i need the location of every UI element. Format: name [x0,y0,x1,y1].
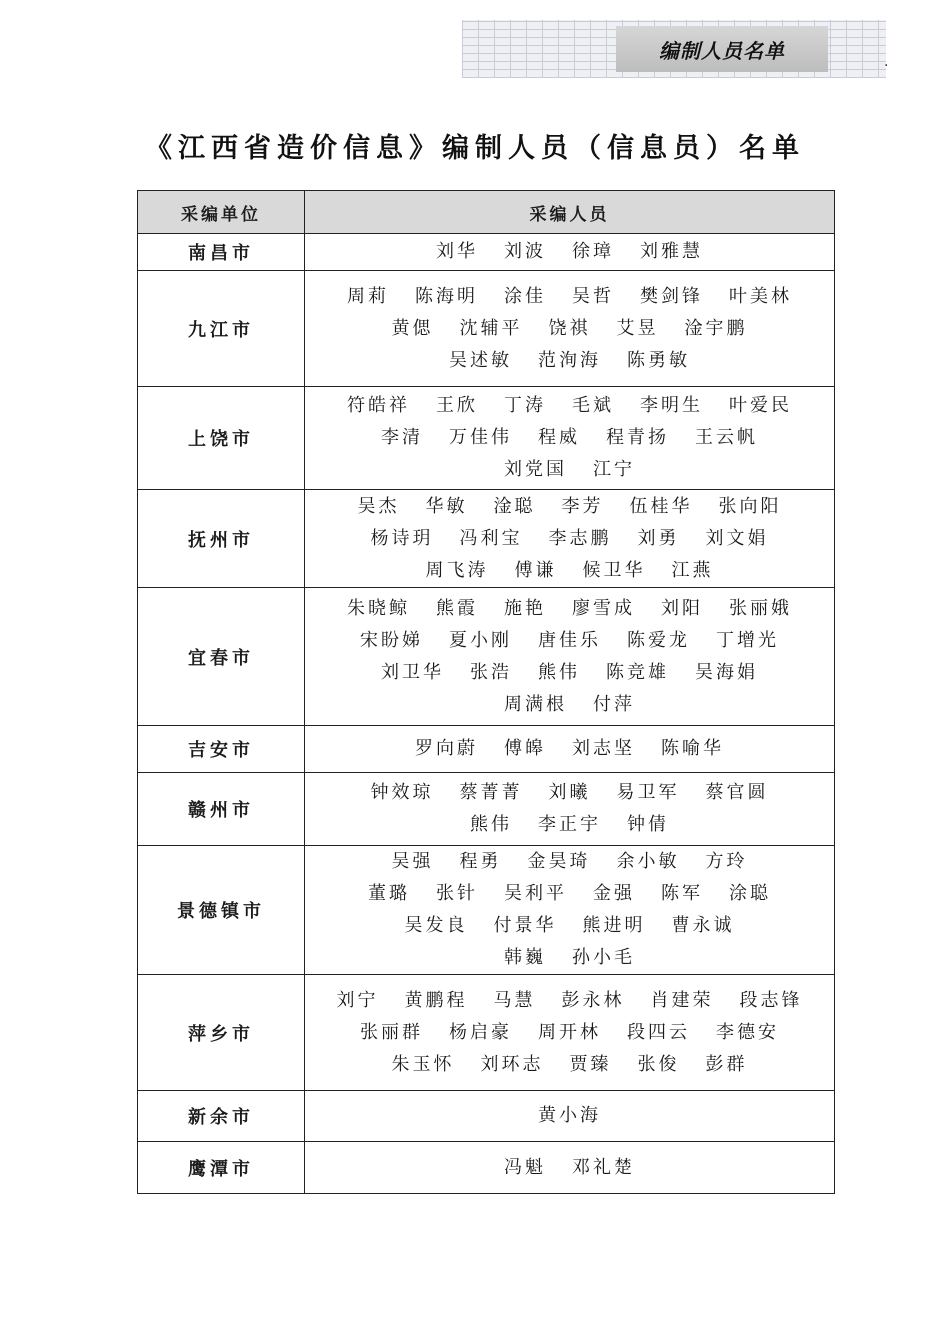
staff-name: 董璐 [368,883,410,904]
staff-line [305,942,834,974]
staff-name: 毛斌 [572,395,614,416]
staff-cell [305,846,835,975]
staff-name: 黄鹏程 [404,989,468,1011]
staff-line [305,1152,834,1184]
staff-name: 朱玉怀 [391,1053,455,1075]
staff-line [305,422,834,454]
staff-name: 钟效琼 [370,782,434,803]
staff-name: 叶爱民 [729,395,792,416]
staff-name: 李清 [381,427,423,448]
staff-name: 施艳 [504,597,546,619]
staff-name: 徐璋 [572,241,614,262]
staff-name: 王欣 [436,395,478,416]
staff-name: 程威 [538,427,580,448]
staff-name: 刘阳 [661,597,703,619]
staff-name: 吴利平 [504,883,567,904]
staff-name: 周飞涛 [425,559,489,581]
staff-name: 淦聪 [493,495,536,517]
staff-line [305,878,834,910]
staff-name: 刘卫华 [381,661,444,683]
staff-line [305,236,834,268]
staff-line [305,809,834,841]
staff-cell [305,234,835,271]
table-row [138,846,835,975]
staff-name: 余小敏 [616,851,680,872]
staff-name: 吴哲 [572,285,614,307]
staff-line [305,345,834,377]
staff-name: 陈海明 [415,285,478,307]
staff-cell [305,588,835,726]
staff-name: 段志锋 [739,989,803,1011]
staff-line [305,491,834,523]
staff-name: 刘波 [504,241,546,262]
unit-cell: 鹰潭市 [138,1142,305,1194]
staff-name: 艾昱 [616,317,659,339]
staff-name: 宋盼娣 [360,629,423,651]
staff-name: 陈勇敏 [627,349,690,371]
staff-name: 刘雅慧 [640,241,703,262]
staff-line [305,689,834,721]
staff-name: 黄偲 [391,317,434,339]
staff-name: 饶祺 [548,317,591,339]
staff-cell [305,1091,835,1142]
staff-name: 罗向蔚 [415,738,478,759]
header-dot: . [884,54,889,70]
staff-name: 唐佳乐 [538,629,601,651]
staff-name: 付景华 [493,915,557,936]
staff-name: 张浩 [470,661,512,683]
table-header-row [138,191,835,234]
staff-name: 马慧 [493,989,536,1011]
staff-name: 周莉 [347,285,389,307]
staff-name: 陈竞雄 [606,661,669,683]
staff-name: 丁涛 [504,395,546,416]
staff-line [305,910,834,942]
staff-name: 吴海娟 [695,661,758,683]
staff-name: 范洵海 [538,349,601,371]
staff-name: 彭群 [705,1053,748,1075]
staff-name: 张针 [436,883,478,904]
staff-name: 吴述敏 [449,349,512,371]
staff-name: 程勇 [459,851,502,872]
staff-line [305,313,834,345]
staff-cell [305,773,835,846]
staff-name: 周满根 [504,693,567,715]
staff-name: 叶美林 [729,285,792,307]
staff-name: 李志鹏 [548,527,612,549]
staff-name: 冯利宝 [459,527,523,549]
staff-name: 付萍 [593,693,635,715]
staff-name: 杨诗玥 [370,527,434,549]
table-row [138,588,835,726]
staff-name: 刘文娟 [705,527,769,549]
staff-cell [305,490,835,588]
staff-name: 刘华 [436,241,478,262]
staff-line [305,454,834,486]
staff-name: 涂佳 [504,285,546,307]
staff-line [305,625,834,657]
table-row [138,773,835,846]
staff-name: 候卫华 [582,559,646,581]
staff-name: 吴强 [391,851,434,872]
staff-name: 熊伟 [470,814,512,835]
staff-name: 傅皞 [504,738,546,759]
staff-name: 傅谦 [514,559,557,581]
staff-line [305,593,834,625]
table-row [138,271,835,387]
staff-cell [305,1142,835,1194]
staff-name: 吴杰 [357,495,400,517]
staff-name: 孙小毛 [572,947,635,968]
staff-line [305,555,834,587]
staff-name: 樊剑锋 [640,285,703,307]
staff-line [305,1100,834,1132]
staff-name: 夏小刚 [449,629,512,651]
staff-name: 金昊琦 [527,851,591,872]
staff-name: 伍桂华 [629,495,693,517]
staff-name: 李德安 [716,1021,779,1043]
header-tab-label: 编制人员名单 [659,38,785,63]
staff-name: 刘宁 [336,989,379,1011]
staff-name: 蔡官圆 [705,782,769,803]
staff-name: 陈爱龙 [627,629,690,651]
staff-cell [305,726,835,773]
staff-name: 曹永诚 [671,915,735,936]
table-row [138,726,835,773]
table-row [138,1091,835,1142]
staff-name: 熊进明 [582,915,646,936]
staff-name: 张丽群 [360,1021,423,1043]
unit-cell: 南昌市 [138,234,305,271]
table-body [138,234,835,1194]
staff-name: 李正宇 [538,814,601,835]
header-section-tab [616,26,828,72]
staff-name: 刘勇 [637,527,680,549]
table-row [138,387,835,490]
staff-name: 邓礼楚 [572,1156,635,1178]
staff-name: 李明生 [640,395,703,416]
staff-line [305,985,834,1017]
page-title: 《江西省造价信息》编制人员（信息员）名单 [145,133,805,164]
unit-cell: 景德镇市 [138,846,305,975]
table-row [138,234,835,271]
staff-name: 韩巍 [504,947,546,968]
staff-line [305,281,834,313]
staff-name: 段四云 [627,1021,690,1043]
staff-name: 刘党国 [504,459,567,480]
staff-name: 蔡菁菁 [459,782,523,803]
staff-name: 陈喻华 [661,738,724,759]
staff-cell [305,387,835,490]
staff-name: 朱晓鲸 [347,597,410,619]
unit-cell: 赣州市 [138,773,305,846]
staff-name: 黄小海 [538,1105,601,1126]
staff-line [305,523,834,555]
column-header-unit: 采编单位 [138,191,305,234]
staff-name: 丁增光 [716,629,779,651]
staff-name: 张俊 [637,1053,680,1075]
staff-name: 冯魁 [504,1156,546,1178]
staff-name: 钟倩 [627,814,669,835]
staff-name: 江燕 [671,559,714,581]
staff-line [305,1049,834,1081]
staff-name: 方玲 [705,851,748,872]
unit-cell: 宜春市 [138,588,305,726]
staff-name: 刘环志 [480,1053,544,1075]
table-row [138,490,835,588]
staff-cell [305,975,835,1091]
table-row [138,975,835,1091]
column-header-staff: 采编人员 [305,191,835,234]
staff-name: 贾臻 [569,1053,612,1075]
staff-line [305,777,834,809]
staff-name: 刘曦 [548,782,591,803]
staff-name: 肖建荣 [650,989,714,1011]
staff-name: 刘志坚 [572,738,635,759]
staff-line [305,733,834,765]
unit-cell: 上饶市 [138,387,305,490]
staff-name: 万佳伟 [449,427,512,448]
staff-name: 张丽娥 [729,597,792,619]
staff-line [305,846,834,878]
staff-name: 淦宇鹏 [684,317,748,339]
staff-roster-table [137,190,835,1194]
table-row [138,1142,835,1194]
unit-cell: 抚州市 [138,490,305,588]
staff-name: 吴发良 [404,915,468,936]
staff-name: 王云帆 [695,427,758,448]
staff-name: 熊伟 [538,661,580,683]
staff-name: 李芳 [561,495,604,517]
staff-name: 易卫军 [616,782,680,803]
staff-name: 沈辅平 [459,317,523,339]
unit-cell: 萍乡市 [138,975,305,1091]
staff-name: 金强 [593,883,635,904]
staff-name: 程青扬 [606,427,669,448]
staff-name: 涂聪 [729,883,771,904]
staff-cell [305,271,835,387]
staff-line [305,657,834,689]
unit-cell: 九江市 [138,271,305,387]
staff-name: 彭永林 [561,989,625,1011]
staff-name: 张向阳 [718,495,782,517]
staff-name: 廖雪成 [572,597,635,619]
staff-name: 熊霞 [436,597,478,619]
unit-cell: 新余市 [138,1091,305,1142]
staff-line [305,390,834,422]
staff-name: 周开林 [538,1021,601,1043]
staff-name: 符皓祥 [347,395,410,416]
staff-name: 华敏 [425,495,468,517]
staff-name: 陈军 [661,883,703,904]
staff-name: 江宁 [593,459,635,480]
staff-line [305,1017,834,1049]
unit-cell: 吉安市 [138,726,305,773]
staff-name: 杨启豪 [449,1021,512,1043]
